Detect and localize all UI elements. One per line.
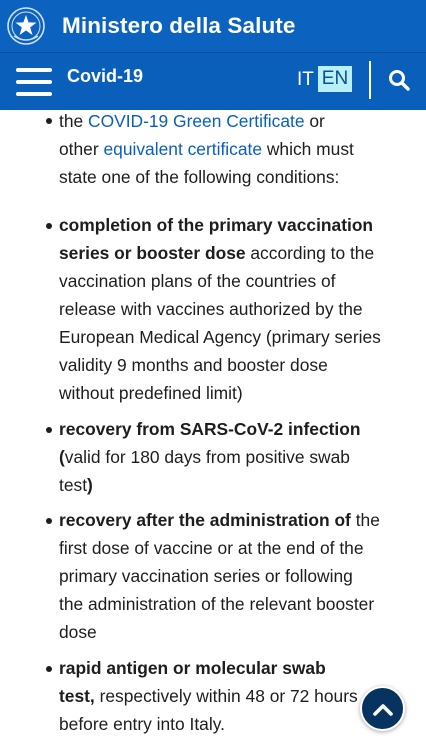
language-en-link[interactable]: EN bbox=[318, 66, 352, 92]
text: series or booster dose bbox=[59, 243, 246, 263]
bullet bbox=[46, 518, 52, 524]
text: completion of the primary vaccination bbox=[59, 215, 374, 235]
article-content bbox=[0, 110, 426, 750]
text: primary vaccination series or following bbox=[59, 566, 353, 586]
chevron-up-icon bbox=[372, 701, 394, 717]
text: according to the bbox=[245, 243, 375, 263]
search-icon bbox=[388, 69, 410, 91]
list-item-text bbox=[59, 211, 409, 407]
search-button[interactable] bbox=[369, 61, 426, 99]
green-certificate-link[interactable]: COVID-19 Green Certificate bbox=[88, 111, 305, 131]
back-to-top-button[interactable] bbox=[360, 686, 405, 731]
text: the bbox=[59, 111, 89, 131]
text: validity 9 months and booster dose bbox=[59, 355, 328, 375]
text: vaccination plans of the countries of bbox=[59, 271, 336, 291]
bullet bbox=[46, 666, 52, 672]
section-title[interactable]: Covid-19 bbox=[67, 66, 144, 86]
text: before entry into Italy. bbox=[59, 714, 225, 734]
text: dose bbox=[59, 622, 97, 642]
bullet bbox=[46, 118, 52, 124]
section-nav-bar bbox=[0, 52, 426, 110]
text: test, bbox=[59, 686, 95, 706]
text: which must bbox=[262, 139, 354, 159]
text: other bbox=[59, 139, 104, 159]
text: or bbox=[304, 111, 325, 131]
list-item-text bbox=[59, 506, 409, 646]
text: without predefined limit) bbox=[59, 383, 243, 403]
text: ) bbox=[87, 475, 93, 495]
bullet bbox=[46, 427, 52, 433]
list-item-text bbox=[59, 110, 409, 191]
text: recovery after the administration of bbox=[59, 510, 351, 530]
site-header bbox=[0, 0, 426, 52]
text: ( bbox=[59, 447, 65, 467]
equivalent-certificate-link[interactable]: equivalent certificate bbox=[103, 139, 263, 159]
text: release with vaccines authorized by the bbox=[59, 299, 363, 319]
text: the administration of the relevant booster bbox=[59, 594, 375, 614]
list-item-text bbox=[59, 415, 409, 499]
hamburger-menu-icon[interactable] bbox=[16, 68, 52, 96]
text: respectively within 48 or 72 hours bbox=[94, 686, 358, 706]
text: recovery from SARS-CoV-2 infection bbox=[59, 419, 361, 439]
text: rapid antigen or molecular swab bbox=[59, 658, 326, 678]
text: European Medical Agency (primary series bbox=[59, 327, 381, 347]
text: the bbox=[350, 510, 380, 530]
site-title[interactable]: Ministero della Salute bbox=[62, 13, 296, 38]
italian-republic-emblem-icon[interactable] bbox=[6, 6, 46, 46]
text: first dose of vaccine or at the end of the bbox=[59, 538, 364, 558]
text: state one of the following conditions: bbox=[59, 167, 340, 187]
text: valid for 180 days from positive swab bbox=[64, 447, 350, 467]
text: test bbox=[59, 475, 88, 495]
list-item-text bbox=[59, 654, 409, 738]
language-it-link[interactable]: IT bbox=[297, 69, 314, 90]
bullet bbox=[46, 223, 52, 229]
